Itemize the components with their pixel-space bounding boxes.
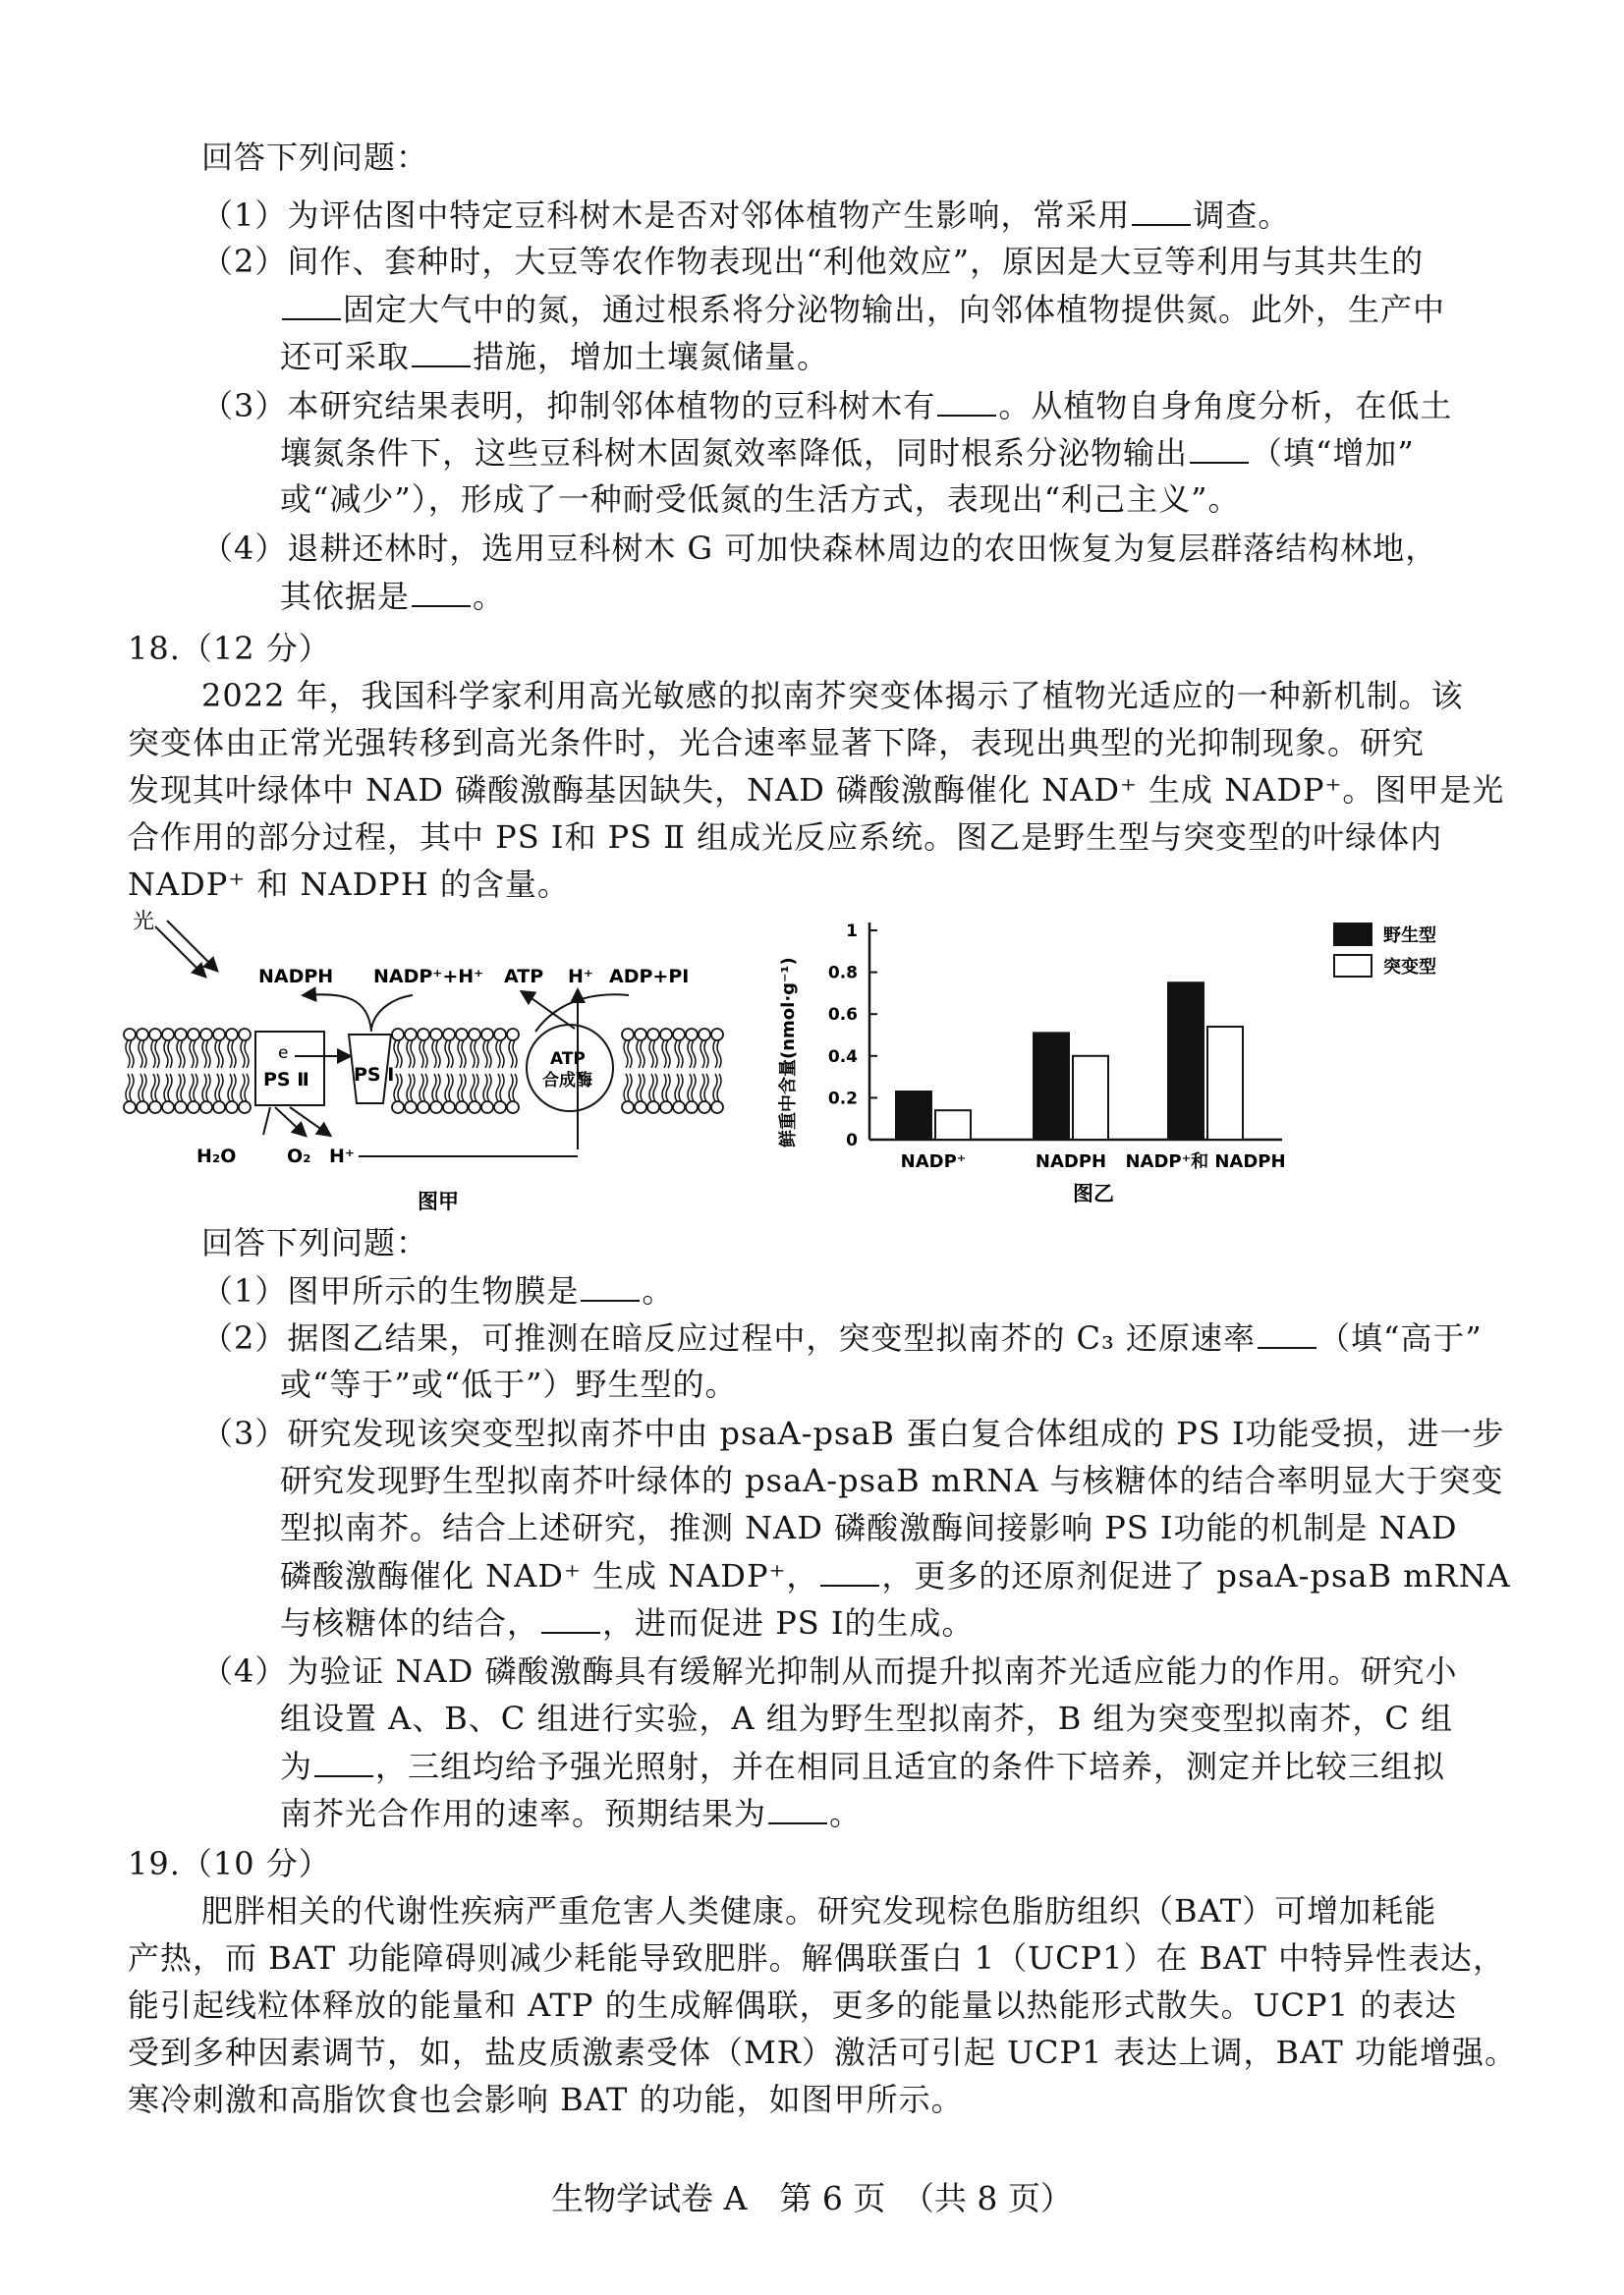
- lipid-tail: [420, 1040, 423, 1068]
- lipid-head: [456, 1101, 468, 1113]
- y-axis-label: 鲜重中含量(nmol·g⁻¹): [778, 957, 799, 1148]
- lipid-tail: [471, 1074, 475, 1101]
- lipid-head: [660, 1101, 672, 1113]
- answer-blank[interactable]: [282, 289, 341, 320]
- answer-blank[interactable]: [768, 1793, 827, 1824]
- lipid-head: [686, 1029, 698, 1040]
- q18-sub1-text: （1）图甲所示的生物膜是: [201, 1272, 580, 1310]
- ps1-label: PS Ⅰ: [354, 1064, 395, 1086]
- lipid-tail: [190, 1040, 194, 1068]
- q19-header: 19.（10 分）: [128, 1845, 331, 1882]
- y-tick-label: 1: [846, 922, 858, 941]
- lipid-head: [239, 1029, 251, 1040]
- lipid-tail: [206, 1074, 210, 1101]
- ps2-label: PS Ⅱ: [263, 1069, 309, 1091]
- lipid-tail: [411, 1040, 415, 1068]
- lipid-tail: [228, 1040, 232, 1068]
- lipid-head: [213, 1029, 225, 1040]
- lipid-tail: [215, 1040, 219, 1068]
- answer-blank[interactable]: [1132, 195, 1191, 226]
- lipid-tail: [190, 1074, 194, 1101]
- lipid-tail: [666, 1074, 670, 1101]
- lipid-head: [162, 1029, 174, 1040]
- lipid-tail: [653, 1040, 657, 1068]
- lipid-head: [405, 1101, 417, 1113]
- adp-pi-label: ADP+PI: [609, 966, 690, 987]
- lipid-head: [673, 1029, 685, 1040]
- q17-part2-line1: （2）间作、套种时，大豆等农作物表现出“利他效应”，原因是大豆等利用与其共生的: [201, 243, 1425, 280]
- lipid-tail: [394, 1074, 398, 1101]
- q18-sub3-line4: [280, 1555, 1511, 1595]
- lipid-tail: [679, 1074, 683, 1101]
- nadp-arrow: [371, 995, 413, 1029]
- lipid-tail: [407, 1074, 411, 1101]
- bar-wild-type: [896, 1092, 931, 1140]
- q17-part2-text-b: 措施，增加土壤氮储量。: [473, 338, 830, 375]
- lipid-head: [200, 1029, 212, 1040]
- lipid-tail: [704, 1040, 708, 1068]
- lipid-head: [469, 1029, 480, 1040]
- lipid-tail: [142, 1040, 146, 1068]
- bar-wild-type: [1034, 1033, 1069, 1140]
- q18-sub2-text-b: （填“高于”: [1318, 1319, 1483, 1357]
- lipid-tail: [151, 1074, 155, 1101]
- lipid-tail: [423, 1040, 427, 1068]
- lipid-tail: [513, 1074, 517, 1101]
- lipid-head: [673, 1101, 685, 1113]
- q18-para-line3: 发现其叶绿体中 NAD 磷酸激酶基因缺失，NAD 磷酸激酶催化 NAD⁺ 生成 NADP⁺。图甲是光: [128, 771, 1505, 809]
- lipid-tail: [704, 1074, 708, 1101]
- lipid-tail: [675, 1040, 679, 1068]
- answer-blank[interactable]: [581, 1270, 640, 1302]
- lipid-head: [239, 1101, 251, 1113]
- q17-part2-text-a: 还可采取: [280, 338, 411, 375]
- q17-part2-line3: [280, 336, 829, 376]
- lipid-head: [494, 1029, 506, 1040]
- lipid-head: [175, 1101, 187, 1113]
- lipid-tail: [130, 1040, 134, 1068]
- q17-part3-text-d: （填“增加”: [1251, 434, 1415, 472]
- lipid-tail: [219, 1074, 223, 1101]
- o2-label: O₂: [287, 1146, 311, 1167]
- lipid-tail: [700, 1074, 704, 1101]
- q17-part2-text: 固定大气中的氮，通过根系将分泌物输出，向邻体植物提供氮。此外，生产中: [343, 291, 1446, 328]
- lipid-head: [507, 1101, 519, 1113]
- lipid-tail: [496, 1074, 500, 1101]
- lipid-tail: [649, 1040, 653, 1068]
- lipid-tail: [215, 1074, 219, 1101]
- lipid-head: [647, 1029, 659, 1040]
- lipid-tail: [155, 1074, 159, 1101]
- lipid-tail: [653, 1074, 657, 1101]
- answer-blank[interactable]: [1190, 432, 1249, 464]
- q18-sub3-text-e: ，更多的还原剂促进了 psaA-psaB mRNA: [881, 1557, 1511, 1595]
- lipid-tail: [628, 1040, 632, 1068]
- q18-sub1-end: 。: [642, 1272, 675, 1310]
- lipid-tail: [436, 1040, 440, 1068]
- lipid-head: [430, 1101, 442, 1113]
- lipid-tail: [662, 1040, 666, 1068]
- lipid-tail: [126, 1040, 130, 1068]
- lipid-tail: [675, 1074, 679, 1101]
- lipid-tail: [245, 1074, 249, 1101]
- lipid-tail: [142, 1074, 146, 1101]
- lipid-tail: [666, 1040, 670, 1068]
- q18-sub4-end: 。: [829, 1795, 863, 1832]
- lipid-head: [213, 1101, 225, 1113]
- lipid-head: [226, 1101, 238, 1113]
- lipid-head: [149, 1101, 161, 1113]
- lipid-tail: [407, 1040, 411, 1068]
- q18-sub3-text-d: 磷酸激酶催化 NAD⁺ 生成 NADP⁺，: [280, 1557, 819, 1595]
- lipid-tail: [139, 1074, 142, 1101]
- answer-blank[interactable]: [937, 385, 996, 417]
- x-category-label: NADPH: [1035, 1151, 1107, 1172]
- answer-blank[interactable]: [412, 576, 471, 607]
- y-tick-label: 0.2: [827, 1089, 858, 1109]
- lipid-tail: [232, 1074, 236, 1101]
- lipid-tail: [130, 1074, 134, 1101]
- lipid-tail: [700, 1040, 704, 1068]
- h-ion-top-label: H⁺: [568, 966, 593, 987]
- q17-part4-line1: （4）退耕还林时，选用豆科树木 G 可加快森林周边的农田恢复为复层群落结构林地，: [201, 530, 1438, 567]
- q18-sub3-text-f: 与核糖体的结合，: [280, 1604, 540, 1642]
- q17-part3-line2: [280, 432, 1415, 473]
- lipid-tail: [449, 1040, 453, 1068]
- q17-part4-end: 。: [473, 578, 506, 615]
- bar-wild-type: [1168, 982, 1204, 1140]
- x-category-label: NADP⁺和 NADPH: [1125, 1151, 1286, 1172]
- light-label: 光: [133, 910, 155, 934]
- lipid-tail: [126, 1074, 130, 1101]
- legend-swatch: [1334, 955, 1372, 977]
- lipid-head: [430, 1029, 442, 1040]
- lipid-tail: [398, 1074, 402, 1101]
- figure-jia-thylakoid-diagram: [118, 899, 727, 1223]
- lipid-head: [124, 1101, 136, 1113]
- lipid-tail: [228, 1074, 232, 1101]
- lipid-head: [635, 1029, 646, 1040]
- q19-para-line3: 能引起线粒体释放的能量和 ATP 的生成解偶联，更多的能量以热能形式散失。UCP1 的表达: [128, 1987, 1458, 2024]
- q18-para-line2: 突变体由正常光强转移到高光条件时，光合速率显著下降，表现出典型的光抑制现象。研究: [128, 724, 1426, 761]
- answer-blank[interactable]: [314, 1746, 373, 1777]
- lipid-tail: [164, 1040, 168, 1068]
- answer-blank[interactable]: [1258, 1317, 1316, 1349]
- lipid-head: [392, 1101, 404, 1113]
- lipid-head: [149, 1029, 161, 1040]
- lipid-tail: [432, 1040, 436, 1068]
- lipid-tail: [398, 1040, 402, 1068]
- lipid-tail: [458, 1074, 462, 1101]
- q17-instruction: 回答下列问题：: [201, 139, 429, 176]
- q18-sub4-line2: 组设置 A、B、C 组进行实验，A 组为野生型拟南芥，B 组为突变型拟南芥，C 组: [280, 1700, 1454, 1737]
- h-ion-bottom-label: H⁺: [329, 1146, 355, 1167]
- chart-plot-area: [828, 922, 1436, 1172]
- figure-jia-caption: 图甲: [418, 1190, 459, 1213]
- q18-sub3-line5: [280, 1602, 974, 1643]
- lipid-tail: [245, 1040, 249, 1068]
- oxygen-arrow: [275, 1107, 305, 1135]
- lipid-tail: [168, 1074, 172, 1101]
- lipid-head: [405, 1029, 417, 1040]
- y-tick-label: 0.6: [827, 1005, 858, 1026]
- lipid-head: [188, 1101, 199, 1113]
- lipid-head: [622, 1101, 634, 1113]
- answer-blank[interactable]: [820, 1555, 879, 1587]
- atp-synthase-label-1: ATP: [550, 1049, 586, 1069]
- lipid-tail: [637, 1074, 641, 1101]
- q18-sub2-line2: 或“等于”或“低于”）野生型的。: [280, 1366, 738, 1403]
- lipid-tail: [202, 1040, 206, 1068]
- lipid-tail: [475, 1074, 478, 1101]
- q17-part3-line3: 或“减少”），形成了一种耐受低氮的生活方式，表现出“利己主义”。: [280, 480, 1241, 518]
- lipid-tail: [164, 1074, 168, 1101]
- q18-sub4-line3: [280, 1746, 1445, 1786]
- lipid-tail: [432, 1074, 436, 1101]
- lipid-tail: [475, 1040, 478, 1068]
- lipid-tail: [496, 1040, 500, 1068]
- legend-label: 突变型: [1383, 957, 1436, 978]
- lipid-tail: [241, 1040, 245, 1068]
- lipid-tail: [641, 1040, 644, 1068]
- q18-sub3-text-g: ，进而促进 PS Ⅰ的生成。: [602, 1604, 975, 1642]
- lipid-head: [200, 1101, 212, 1113]
- lipid-tail: [713, 1074, 717, 1101]
- q17-part4-line2: [280, 576, 505, 616]
- lipid-head: [443, 1101, 455, 1113]
- lipid-tail: [688, 1040, 692, 1068]
- q18-para-line1: 2022 年，我国科学家利用高光敏感的拟南芥突变体揭示了植物光适应的一种新机制。该: [201, 677, 1464, 714]
- x-category-label: NADP⁺: [900, 1151, 967, 1172]
- lipid-tail: [445, 1040, 449, 1068]
- lipid-tail: [151, 1040, 155, 1068]
- lipid-tail: [637, 1040, 641, 1068]
- lipid-head: [711, 1101, 723, 1113]
- q17-part1-text: （1）为评估图中特定豆科树木是否对邻体植物产生影响，常采用: [201, 196, 1131, 234]
- q17-part4-text: 其依据是: [280, 578, 411, 615]
- lipid-bilayer: [124, 1029, 723, 1113]
- lipid-head: [699, 1101, 710, 1113]
- lipid-head: [226, 1029, 238, 1040]
- h2o-label: H₂O: [196, 1146, 237, 1167]
- q18-sub4-line1: （4）为验证 NAD 磷酸激酶具有缓解光抑制从而提升拟南芥光适应能力的作用。研究小: [201, 1652, 1458, 1690]
- lipid-tail: [483, 1074, 487, 1101]
- q17-part3-text-a: （3）本研究结果表明，抑制邻体植物的豆科树木有: [201, 387, 936, 424]
- lipid-tail: [177, 1074, 181, 1101]
- nadp-h-label: NADP⁺+H⁺: [373, 966, 484, 987]
- q18-sub1: [201, 1270, 674, 1311]
- bar-mutant: [1073, 1056, 1108, 1140]
- q18-sub3-line1: （3）研究发现该突变型拟南芥中由 psaA-psaB 蛋白复合体组成的 PS Ⅰ功能受损，进一步: [201, 1415, 1505, 1452]
- lipid-tail: [509, 1074, 513, 1101]
- lipid-tail: [206, 1040, 210, 1068]
- lipid-tail: [662, 1074, 666, 1101]
- lipid-head: [711, 1029, 723, 1040]
- lipid-head: [699, 1029, 710, 1040]
- q17-part1: [201, 195, 1290, 235]
- q18-sub2-text-a: （2）据图乙结果，可推测在暗反应过程中，突变型拟南芥的 C₃ 还原速率: [201, 1319, 1257, 1357]
- lipid-tail: [509, 1040, 513, 1068]
- nadph-label: NADPH: [258, 966, 334, 987]
- lipid-tail: [717, 1074, 721, 1101]
- lipid-tail: [219, 1040, 223, 1068]
- lipid-head: [137, 1101, 148, 1113]
- lipid-head: [494, 1101, 506, 1113]
- lipid-tail: [713, 1040, 717, 1068]
- lipid-tail: [462, 1040, 466, 1068]
- water-line: [263, 1107, 270, 1135]
- answer-blank[interactable]: [412, 336, 471, 367]
- lipid-tail: [181, 1074, 185, 1101]
- lipid-tail: [139, 1040, 142, 1068]
- lipid-tail: [449, 1074, 453, 1101]
- lipid-tail: [458, 1040, 462, 1068]
- q18-sub2-line1: [201, 1317, 1483, 1358]
- lipid-head: [481, 1101, 493, 1113]
- q17-part2-line2: [280, 289, 1445, 329]
- atp-arrow: [523, 992, 575, 1029]
- lipid-tail: [688, 1074, 692, 1101]
- lipid-head: [137, 1029, 148, 1040]
- lipid-tail: [649, 1074, 653, 1101]
- lipid-head: [392, 1029, 404, 1040]
- lipid-tail: [717, 1040, 721, 1068]
- lipid-tail: [628, 1074, 632, 1101]
- atp-synthase-label-2: 合成酶: [542, 1071, 592, 1091]
- lipid-tail: [202, 1074, 206, 1101]
- lipid-tail: [155, 1040, 159, 1068]
- lipid-head: [647, 1101, 659, 1113]
- q18-sub3-line2: 研究发现野生型拟南芥叶绿体的 psaA-psaB mRNA 与核糖体的结合率明显大于突变: [280, 1462, 1504, 1499]
- lipid-head: [418, 1101, 429, 1113]
- lipid-head: [124, 1029, 136, 1040]
- lipid-tail: [462, 1074, 466, 1101]
- q17-part3-text-c: 壤氮条件下，这些豆科树木固氮效率降低，同时根系分泌物输出: [280, 434, 1189, 472]
- lipid-head: [443, 1029, 455, 1040]
- lipid-tail: [692, 1074, 696, 1101]
- lipid-head: [418, 1029, 429, 1040]
- lipid-tail: [513, 1040, 517, 1068]
- q18-sub4-text-c: 为: [280, 1748, 313, 1785]
- q18-header: 18.（12 分）: [128, 630, 331, 667]
- lipid-tail: [394, 1040, 398, 1068]
- lipid-head: [686, 1101, 698, 1113]
- lipid-tail: [692, 1040, 696, 1068]
- lipid-tail: [168, 1040, 172, 1068]
- lipid-head: [622, 1029, 634, 1040]
- lipid-tail: [679, 1040, 683, 1068]
- q18-para-line4: 合作用的部分过程，其中 PS Ⅰ和 PS Ⅱ 组成光反应系统。图乙是野生型与突变型的叶绿体内: [128, 818, 1443, 856]
- lipid-head: [456, 1029, 468, 1040]
- q18-sub4-line4: [280, 1793, 862, 1833]
- lipid-head: [507, 1029, 519, 1040]
- q19-para-line4: 受到多种因素调节，如，盐皮质激素受体（MR）激活可引起 UCP1 表达上调，BAT 功能增强。: [128, 2034, 1517, 2071]
- y-tick-label: 0.8: [827, 963, 858, 983]
- answer-blank[interactable]: [541, 1602, 600, 1634]
- q19-para-line2: 产热，而 BAT 功能障碍则减少耗能导致肥胖。解偶联蛋白 1（UCP1）在 BAT 中特异性表达，: [128, 1939, 1506, 1977]
- q19-para-line5: 寒冷刺激和高脂饮食也会影响 BAT 的功能，如图甲所示。: [128, 2081, 964, 2118]
- lipid-tail: [500, 1040, 504, 1068]
- q19-para-line1: 肥胖相关的代谢性疾病严重危害人类健康。研究发现棕色脂肪组织（BAT）可增加耗能: [201, 1892, 1437, 1930]
- lipid-tail: [420, 1074, 423, 1101]
- lipid-tail: [500, 1074, 504, 1101]
- page-footer: 生物学试卷 A 第 6 页 （共 8 页）: [551, 2179, 1073, 2217]
- bar-mutant: [935, 1110, 971, 1140]
- lipid-head: [188, 1029, 199, 1040]
- legend-label: 野生型: [1383, 925, 1436, 946]
- bar-mutant: [1207, 1027, 1243, 1140]
- lipid-tail: [436, 1074, 440, 1101]
- lipid-tail: [241, 1074, 245, 1101]
- lipid-tail: [624, 1074, 628, 1101]
- lipid-tail: [411, 1074, 415, 1101]
- q17-part3-text-b: 。从植物自身角度分析，在低土: [998, 387, 1453, 424]
- lipid-tail: [487, 1074, 491, 1101]
- q18-sub4-text-d: ，三组均给予强光照射，并在相同且适宜的条件下培养，测定并比较三组拟: [375, 1748, 1446, 1785]
- y-tick-label: 0.4: [827, 1046, 858, 1067]
- proton-arrow: [290, 1107, 329, 1135]
- q17-part1-text-end: 调查。: [1193, 196, 1291, 234]
- lipid-head: [660, 1029, 672, 1040]
- lipid-tail: [232, 1040, 236, 1068]
- atp-label: ATP: [504, 966, 544, 987]
- lipid-tail: [423, 1074, 427, 1101]
- electron-label: e: [278, 1043, 289, 1063]
- y-tick-label: 0: [846, 1131, 858, 1150]
- figure-yi-caption: 图乙: [1073, 1182, 1114, 1205]
- q18-instruction: 回答下列问题：: [201, 1224, 429, 1261]
- lipid-head: [635, 1101, 646, 1113]
- legend-swatch: [1334, 924, 1372, 945]
- lipid-tail: [487, 1040, 491, 1068]
- figure-yi-bar-chart: [756, 894, 1484, 1218]
- lipid-tail: [445, 1074, 449, 1101]
- lipid-tail: [194, 1040, 197, 1068]
- nadph-arrow: [305, 994, 371, 1032]
- lipid-head: [481, 1029, 493, 1040]
- lipid-tail: [194, 1074, 197, 1101]
- q17-part3-line1: [201, 385, 1452, 425]
- lipid-head: [175, 1029, 187, 1040]
- lipid-tail: [624, 1040, 628, 1068]
- q18-para-line5: NADP⁺ 和 NADPH 的含量。: [128, 866, 570, 903]
- lipid-tail: [641, 1074, 644, 1101]
- q18-sub4-text-e: 南芥光合作用的速率。预期结果为: [280, 1795, 767, 1832]
- lipid-head: [469, 1101, 480, 1113]
- lipid-tail: [471, 1040, 475, 1068]
- q18-sub3-line3: 型拟南芥。结合上述研究，推测 NAD 磷酸激酶间接影响 PS Ⅰ功能的机制是 NAD: [280, 1509, 1458, 1546]
- lipid-tail: [181, 1040, 185, 1068]
- lipid-head: [162, 1101, 174, 1113]
- lipid-tail: [177, 1040, 181, 1068]
- lipid-tail: [483, 1040, 487, 1068]
